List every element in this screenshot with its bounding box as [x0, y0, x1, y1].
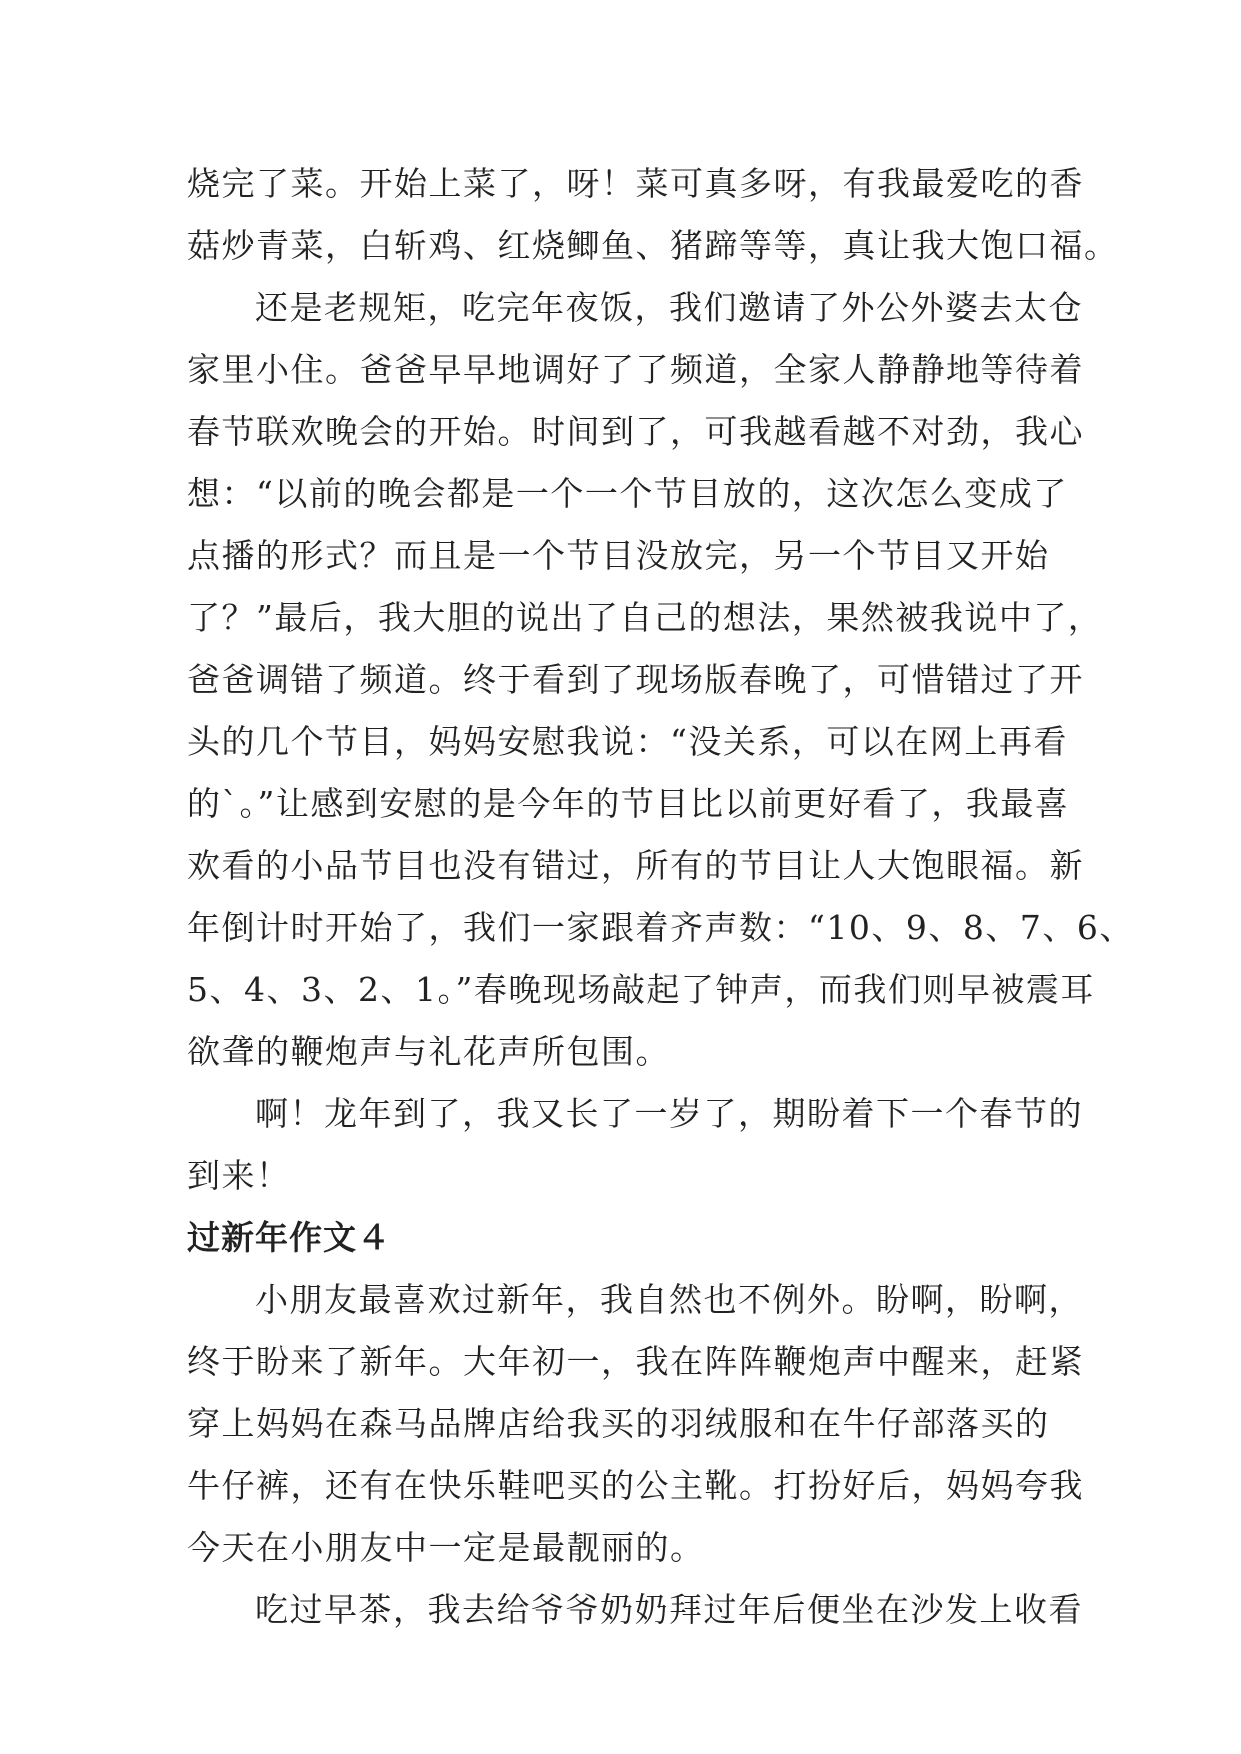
- text-line: 啊！龙年到了，我又长了一岁了，期盼着下一个春节的: [255, 1094, 1083, 1133]
- text-line: 点播的形式？而且是一个节目没放完，另一个节目又开始: [187, 536, 1050, 575]
- text-line: 年倒计时开始了，我们一家跟着齐声数：“10、9、8、7、6、: [187, 908, 1134, 947]
- text-line: 头的几个节目，妈妈安慰我说：“没关系，可以在网上再看: [187, 722, 1068, 761]
- section-heading: 过新年作文４: [187, 1218, 391, 1257]
- text-line: 爸爸调错了频道。终于看到了现场版春晚了，可惜错过了开: [187, 660, 1084, 699]
- text-line: 小朋友最喜欢过新年，我自然也不例外。盼啊，盼啊，: [255, 1280, 1083, 1319]
- text-line: 5、4、3、2、1。”春晚现场敲起了钟声，而我们则早被震耳: [187, 970, 1095, 1009]
- text-line: 吃过早茶，我去给爷爷奶奶拜过年后便坐在沙发上收看: [255, 1590, 1083, 1629]
- paragraph-5: [187, 1579, 1083, 1641]
- text-line: 春节联欢晚会的开始。时间到了，可我越看越不对劲，我心: [187, 412, 1084, 451]
- text-line: 了？”最后，我大胆的说出了自己的想法，果然被我说中了，: [187, 598, 1103, 637]
- paragraph-4: [187, 1269, 1084, 1579]
- text-line: 终于盼来了新年。大年初一，我在阵阵鞭炮声中醒来，赶紧: [187, 1342, 1084, 1381]
- text-line: 菇炒青菜，白斩鸡、红烧鲫鱼、猪蹄等等，真让我大饱口福。: [187, 226, 1119, 265]
- document-body: [187, 153, 1134, 1641]
- text-line: 牛仔裤，还有在快乐鞋吧买的公主靴。打扮好后，妈妈夸我: [187, 1466, 1084, 1505]
- text-line: 欲聋的鞭炮声与礼花声所包围。: [187, 1032, 670, 1071]
- text-line: 的`。”让感到安慰的是今年的节目比以前更好看了，我最喜: [187, 784, 1070, 823]
- paragraph-3: [187, 1083, 1083, 1207]
- text-line: 到来！: [187, 1156, 291, 1195]
- text-line: 今天在小朋友中一定是最靓丽的。: [187, 1528, 705, 1567]
- text-line: 烧完了菜。开始上菜了，呀！菜可真多呀，有我最爱吃的香: [187, 164, 1084, 203]
- text-line: 欢看的小品节目也没有错过，所有的节目让人大饱眼福。新: [187, 846, 1084, 885]
- text-line: 穿上妈妈在森马品牌店给我买的羽绒服和在牛仔部落买的: [187, 1404, 1050, 1443]
- text-line: 想：“以前的晚会都是一个一个节目放的，这次怎么变成了: [187, 474, 1068, 513]
- paragraph-1: [187, 153, 1119, 277]
- paragraph-2: [187, 277, 1134, 1083]
- text-line: 还是老规矩，吃完年夜饭，我们邀请了外公外婆去太仓: [255, 288, 1083, 327]
- text-line: 家里小住。爸爸早早地调好了了频道，全家人静静地等待着: [187, 350, 1084, 389]
